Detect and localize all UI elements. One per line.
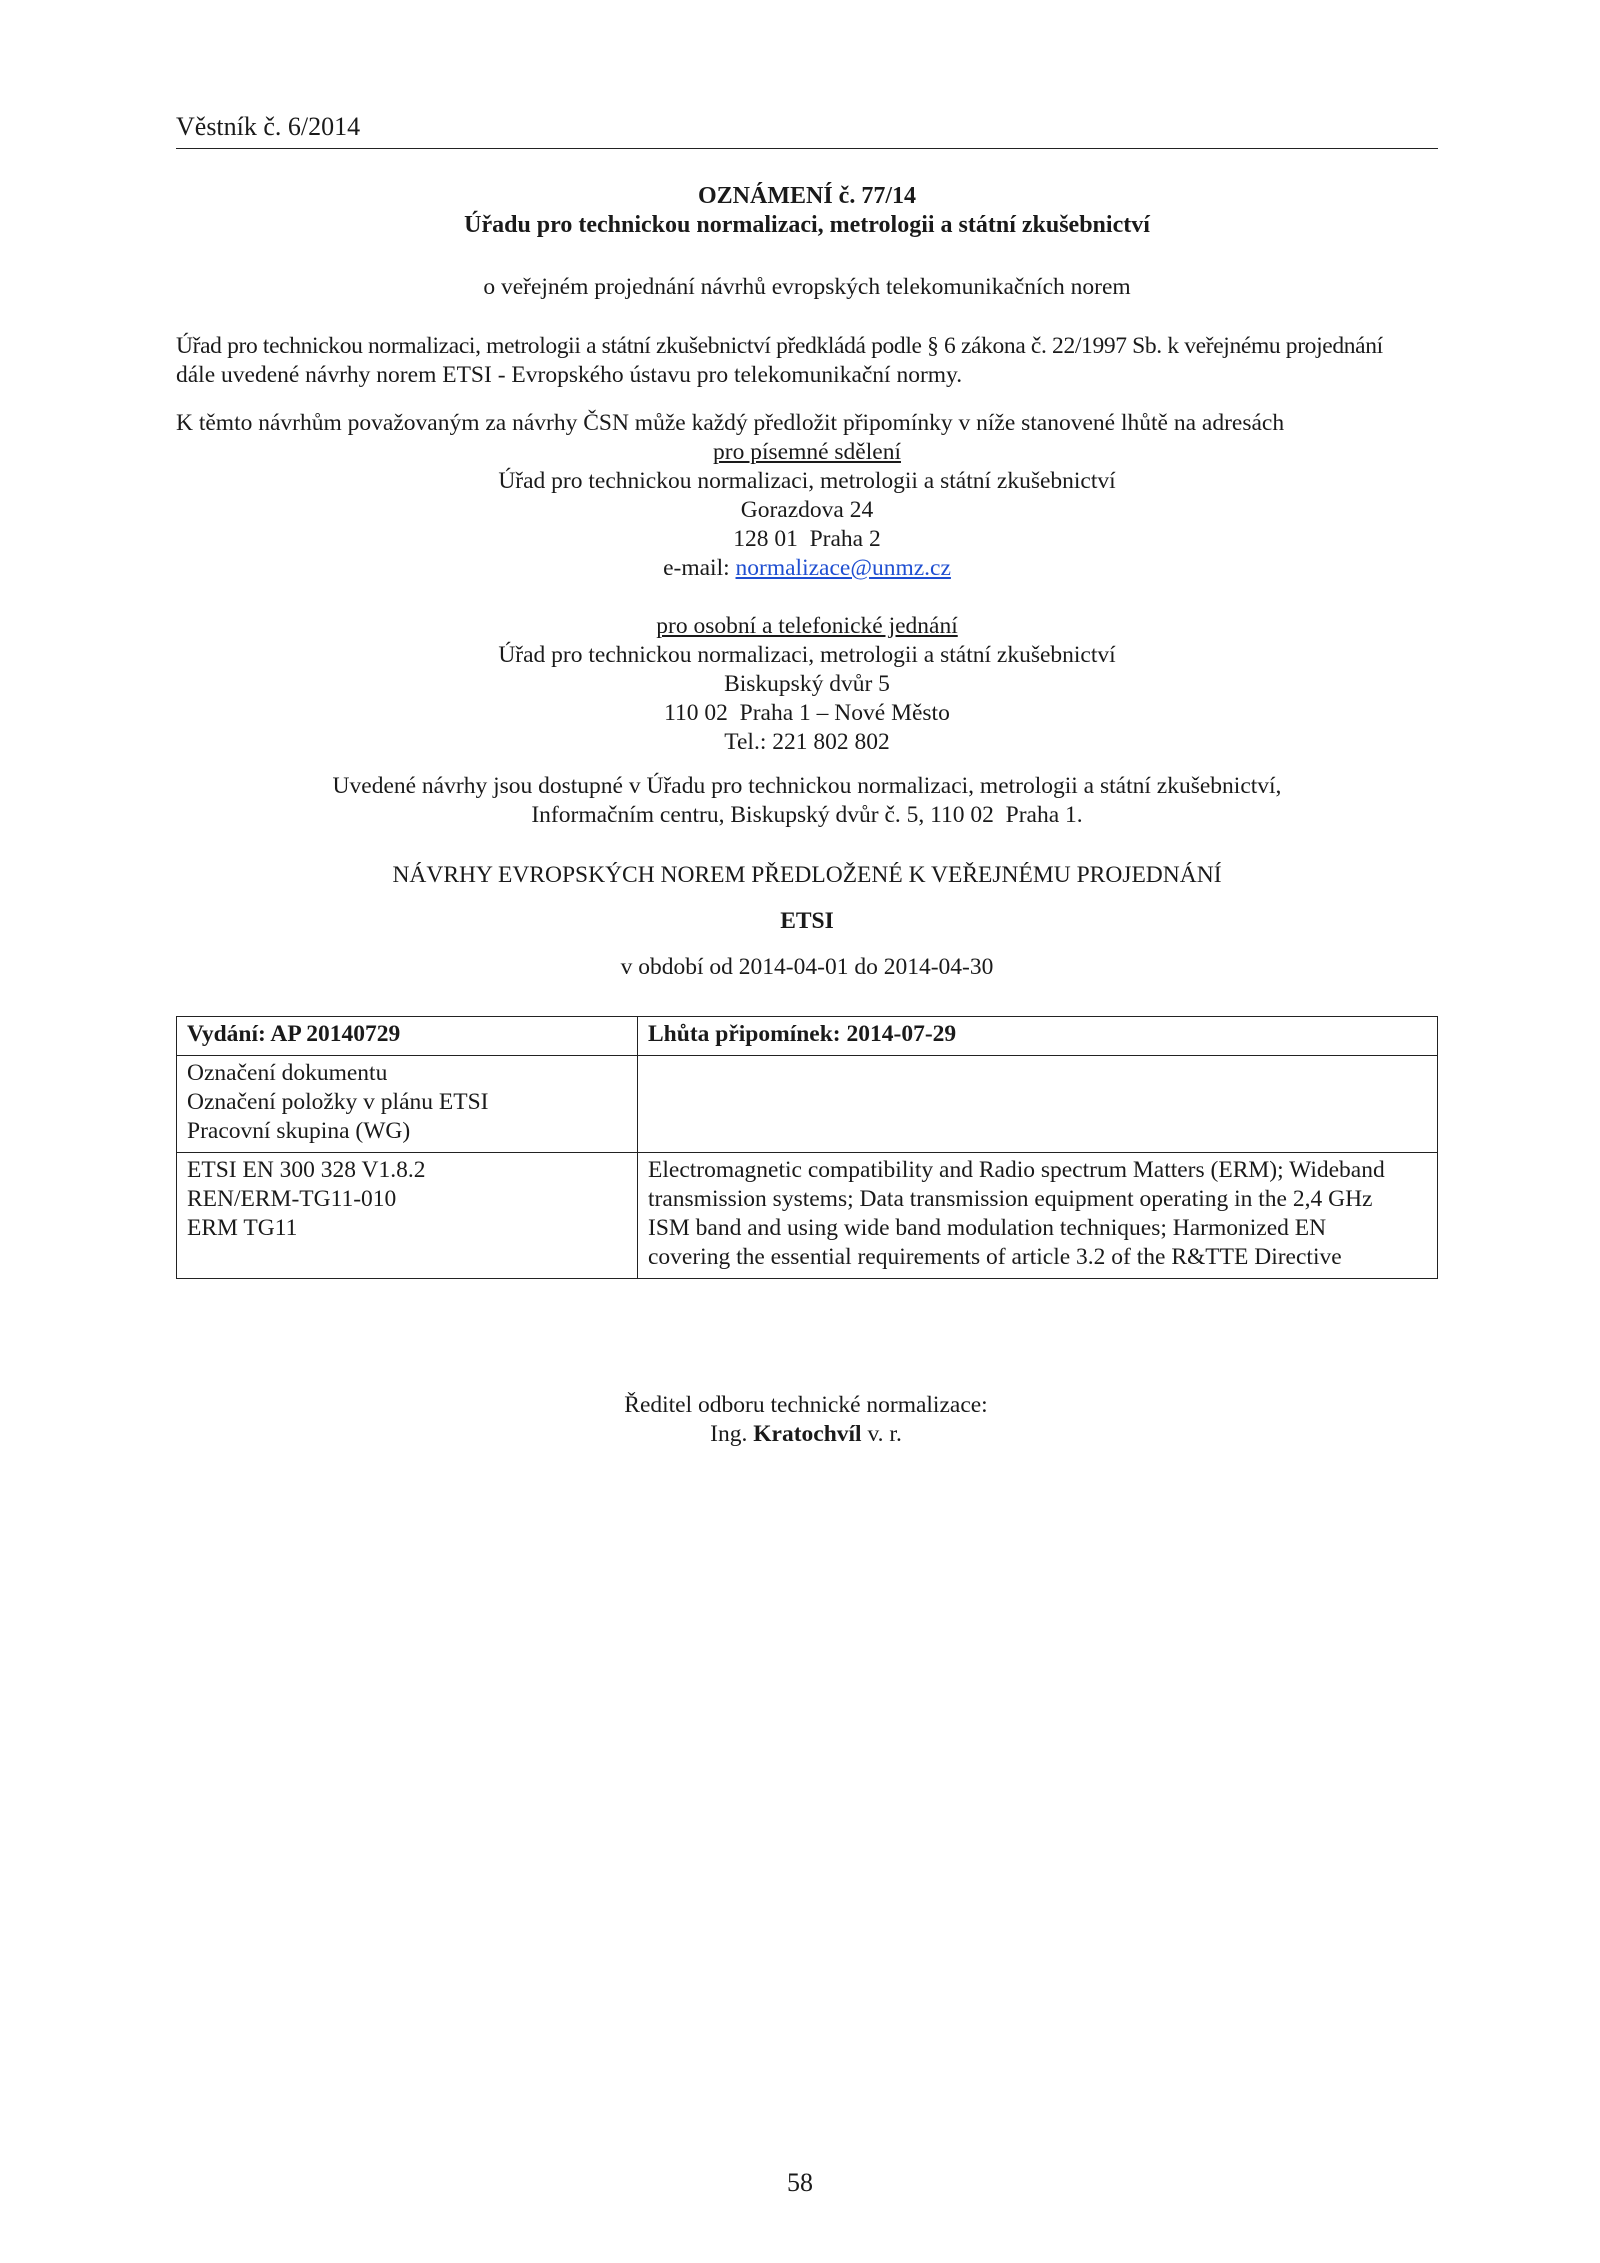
signature-block [500, 1391, 1112, 1449]
written-street: Gorazdova 24 [740, 497, 874, 523]
signature-role: Ředitel odboru technické normalizace: [624, 1392, 988, 1418]
personal-street: Biskupský dvůr 5 [724, 671, 890, 697]
email-link[interactable]: normalizace@unmz.cz [735, 555, 951, 581]
label-plan-item: Označení položky v plánu ETSI [187, 1089, 489, 1115]
row-document-id: ETSI EN 300 328 V1.8.2 [187, 1157, 426, 1183]
section-heading [176, 861, 1438, 890]
standards-table [176, 1016, 1438, 1279]
table-label-cell [177, 1056, 638, 1153]
personal-office: Úřad pro technickou normalizaci, metrologii a státní zkušebnictví [498, 642, 1116, 668]
label-document-id: Označení dokumentu [187, 1060, 388, 1086]
topic-text: o veřejném projednání návrhů evropských telekomunikačních norem [483, 274, 1131, 300]
org-heading [176, 907, 1438, 936]
period-text [176, 953, 1438, 982]
table-row-description [638, 1153, 1438, 1279]
availability-line-1: Uvedené návrhy jsou dostupné v Úřadu pro technickou normalizaci, metrologii a státní zkušebnictví, [332, 773, 1282, 799]
section-heading-text: NÁVRHY EVROPSKÝCH NOREM PŘEDLOŽENÉ K VEŘEJNÉMU PROJEDNÁNÍ [392, 862, 1222, 888]
description-line-2: transmission systems; Data transmission equipment operating in the 2,4 GHz [648, 1186, 1373, 1212]
notice-topic [176, 273, 1438, 302]
table-header-issue: Vydání: AP 20140729 [177, 1017, 638, 1056]
written-office: Úřad pro technickou normalizaci, metrologii a státní zkušebnictví [498, 468, 1116, 494]
personal-city: 110 02 Praha 1 – Nové Město [664, 700, 950, 726]
personal-phone: Tel.: 221 802 802 [724, 729, 890, 755]
written-heading: pro písemné sdělení [713, 439, 901, 465]
description-line-1: Electromagnetic compatibility and Radio spectrum Matters (ERM); Wideband [648, 1157, 1385, 1183]
table-label-row [177, 1056, 1438, 1153]
comments-intro [176, 409, 1438, 438]
row-plan-item: REN/ERM-TG11-010 [187, 1186, 397, 1212]
label-working-group: Pracovní skupina (WG) [187, 1118, 411, 1144]
running-header [176, 112, 1438, 149]
written-city: 128 01 Praha 2 [733, 526, 881, 552]
signature-prefix: Ing. [710, 1421, 754, 1447]
table-label-empty-cell [638, 1056, 1438, 1153]
personal-address-block [176, 612, 1438, 757]
signature-name-line [500, 1420, 1112, 1449]
availability-line-2: Informačním centru, Biskupský dvůr č. 5, 110 02 Praha 1. [531, 802, 1083, 828]
page-number: 58 [787, 2168, 813, 2197]
signature-suffix: v. r. [861, 1421, 902, 1447]
email-label: e-mail: [663, 555, 736, 581]
personal-heading: pro osobní a telefonické jednání [656, 613, 958, 639]
org-text: ETSI [780, 908, 834, 934]
intro-line-2: dále uvedené návrhy norem ETSI - Evropského ústavu pro telekomunikační normy. [176, 362, 963, 388]
notice-subtitle: Úřadu pro technickou normalizaci, metrologii a státní zkušebnictví [464, 212, 1150, 238]
table-row [177, 1153, 1438, 1279]
table-row-ids [177, 1153, 638, 1279]
intro-line-1: Úřad pro technickou normalizaci, metrologii a státní zkušebnictví předkládá podle § 6 zákona č. 22/1997 Sb. k veřejnému projednání [176, 333, 1383, 359]
description-line-3: ISM band and using wide band modulation techniques; Harmonized EN [648, 1215, 1327, 1241]
notice-title: OZNÁMENÍ č. 77/14 [698, 183, 916, 209]
period-value: v období od 2014-04-01 do 2014-04-30 [620, 954, 994, 980]
table-header-deadline: Lhůta připomínek: 2014-07-29 [638, 1017, 1438, 1056]
description-line-4: covering the essential requirements of article 3.2 of the R&TTE Directive [648, 1244, 1342, 1270]
written-address-block [176, 438, 1438, 583]
signature-name: Kratochvíl [753, 1421, 862, 1447]
notice-title-block [176, 182, 1438, 240]
written-email-line [176, 554, 1438, 583]
header-text: Věstník č. 6/2014 [176, 112, 361, 141]
availability-paragraph [176, 772, 1438, 830]
comments-intro-text: K těmto návrhům považovaným za návrhy ČSN může každý předložit připomínky v níže stanovené lhůtě na adresách [176, 410, 1285, 436]
intro-paragraph [176, 332, 1438, 390]
table-header-row [177, 1017, 1438, 1056]
row-working-group: ERM TG11 [187, 1215, 298, 1241]
